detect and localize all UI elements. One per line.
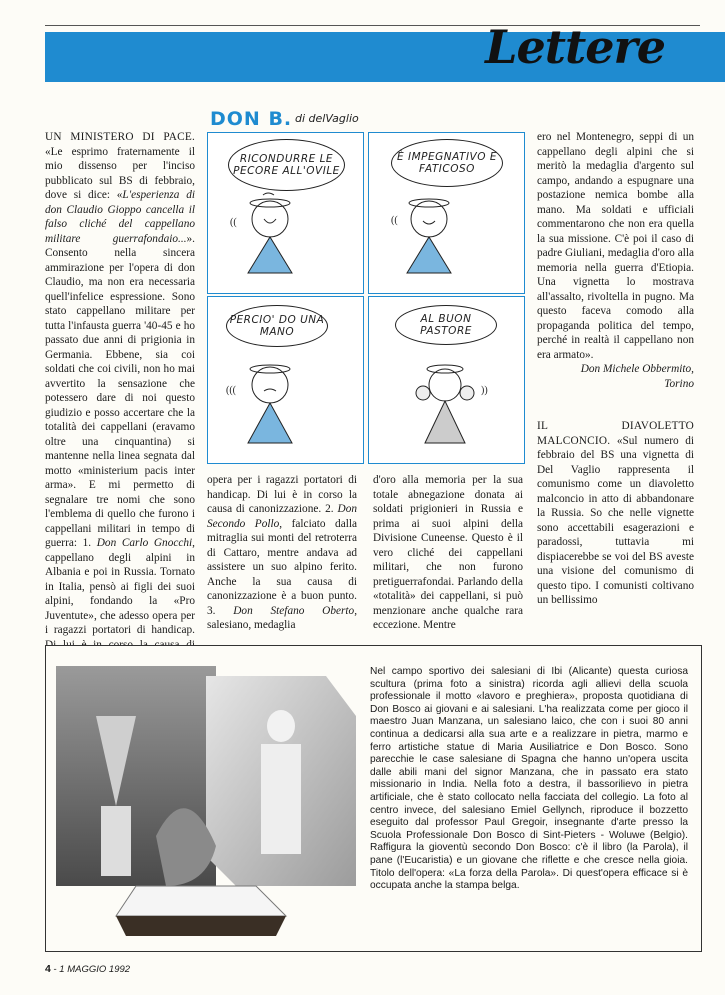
article-body: ero nel Montenegro, seppi di un cappellano degli alpini che si meritò la medaglia d'argento sul campo, andando a espugnare una postazione nemica bombe alla mano. Ma soldati e ufficiali commentarono che non era quella la sua missione. C'è poi il caso di padre Giuliani, medaglia d'oro alla memoria nella guerra d'Etiopia. Una vignetta lo mostrava all'assalto, rivoltella in pugno. Ma questo faceva comodo alla propaganda politica del tempo, perché in realtà il cappellano non era armato». bbox=[537, 131, 694, 361]
priest-with-sheep-icon bbox=[369, 297, 524, 463]
priest-figure-icon bbox=[208, 133, 363, 293]
photo-caption-text: Nel campo sportivo dei salesiani di Ibi (Alicante) questa curiosa scultura (prima foto a sinistra) ricorda agli allievi della scuola professionale il motto «lavoro e preghiera», proposta quotidiana di Don Bosco ai giovani e ai salesiani. L'ha realizzata come per gioco il maestro Juan Manzana, un salesiano laico, che con i suoi 80 anni continua a dedicarsi alla sua arte e a realizzare in pietra, marmo e ferro artistiche statue di Maria Ausiliatrice e Don Bosco. Sono parecchie le case salesiane di Spagna che hanno un'opera uscita dalle abili mani del signor Manzana, che in passato era stato missionario in India. Nella foto a destra, il bassorilievo in pietra artificiale, che è stato collocato nella facciata del collegio. La foto al centro invece, del salesiano Emiel Gellynch, riproduce il bozzetto eseguito dal professor Paul Gregoir, insegnante d'arte presso la Scuola Professionale Don Bosco di Sint-Pieters - Woluwe (Belgio). Raffigura la gioventù secondo Don Bosco: c'è il libro (la Parola), il pane (l'Eucaristia) e un giovane che riflette e che cresce nella gioia. Titolo dell'opera: «La forza della Parola». Di quest'opera efficace si è occupata anche la stampa belga. bbox=[370, 666, 688, 892]
article-column-4 bbox=[537, 130, 694, 635]
comic-title: DON B. bbox=[210, 108, 293, 130]
comic-panel-1 bbox=[207, 132, 364, 294]
article-column-2 bbox=[207, 473, 357, 635]
article2-text: «Sul numero di febbraio del BS una vignetta di Del Vaglio rappresenta il comunismo come un diavoletto malconcio in atto di abbandonare la Russia. So che nelle vignette sono accettabili esagerazioni e paradossi, tuttavia mi dispiacerebbe se voi del BS aveste una visione del comunismo di questo tipo. I comunisti coltivano un bellissimo bbox=[537, 434, 695, 606]
svg-text:((: (( bbox=[230, 217, 237, 228]
page-footer bbox=[45, 963, 130, 975]
speech-bubble: PERCIO' DO UNA MANO bbox=[226, 305, 328, 347]
article-heading: UN MINISTERO DI PACE. bbox=[45, 131, 195, 143]
speech-bubble: RICONDURRE LE PECORE ALL'OVILE bbox=[228, 139, 345, 191]
article-body bbox=[45, 130, 195, 667]
svg-text:(((: ((( bbox=[226, 385, 236, 396]
signature-name: Don Michele Obbermito, bbox=[580, 363, 694, 375]
issue-date: 1 MAGGIO 1992 bbox=[59, 964, 131, 975]
comic-strip bbox=[207, 108, 525, 465]
comic-author: di delVaglio bbox=[295, 112, 359, 125]
footer-separator: - bbox=[50, 964, 60, 975]
article-quote: L'esperienza di don Claudio Gioppo cancella il falso cliché del cappellano militare guerrafondaio... bbox=[45, 189, 195, 245]
article-body: d'oro alla memoria per la sua totale abnegazione donata ai soldati prigionieri in Russia e prima ai suoi alpini della Divisione Cuneense. Questo è il vero cliché dei cappellani militari, che non furono pretiguerrafondai. Parlando della «totalità» dei cappellani, si può menzionare anche qualche rara eccezione. Mentre bbox=[373, 474, 523, 631]
article-text: ». Consento nella sincera ammirazione per l'opera di don Claudio, ma non era necessaria quell'infelice espressione. Sono stato cappellano militare per tutta l'infausta guerra '40-45 e ho passato due anni di prigionia in Germania. Ebbene, sia coi soldati che coi civili, non ho mai avvertito la sensazione che potessero dare di noi questo giudizio e posso accertare che la totalità dei cappellani (eravamo oltre una cinquantina) si mantenne nella linea segnata dal motto «ministerium pacis inter arma». E mi permetto di segnalare tre nomi che sono l'emblema di quello che furono i cappellani militari in tempo di guerra: 1. bbox=[45, 232, 195, 549]
article-column-3 bbox=[373, 473, 523, 635]
photo-caption bbox=[370, 666, 688, 893]
svg-text:((: (( bbox=[391, 215, 398, 226]
article2-body bbox=[537, 419, 694, 608]
signature-city: Torino bbox=[664, 377, 694, 390]
article-text: «Le esprimo fraternamente il mio dissenso per l'inciso pubblicato sul BS di febbraio, dove si dice: « bbox=[45, 145, 195, 201]
speech-bubble: È IMPEGNATIVO E FATICOSO bbox=[391, 139, 503, 187]
priest-figure-icon bbox=[208, 297, 363, 463]
chaplain-name: Don Carlo Gnocchi bbox=[96, 537, 193, 549]
section-title: Lettere bbox=[485, 20, 665, 74]
priest-figure-icon bbox=[369, 133, 524, 293]
article-body: opera per i ragazzi portatori di handicap. Di lui è in corso la causa di canonizzazione. 2. Don Secondo Pollo, falciato dalla mitraglia sui monti del retroterra di Cattaro, mentre andava ad assistere un suo alpino ferito. Anche la sua causa di canonizzazione è a buon punto. 3. Don Stefano Oberto, salesiano, medaglia bbox=[207, 474, 358, 631]
chaplain-name: Don Stefano Oberto bbox=[233, 604, 355, 617]
chaplain-name: Don Secondo Pollo bbox=[207, 503, 357, 530]
comic-panel-4 bbox=[368, 296, 525, 464]
comic-panel-3 bbox=[207, 296, 364, 464]
article-column-1 bbox=[45, 130, 195, 635]
comic-panel-2 bbox=[368, 132, 525, 294]
section-banner bbox=[45, 20, 725, 82]
article2-heading: IL DIAVOLETTO MALCONCIO. bbox=[537, 420, 694, 447]
page-number: 4 bbox=[45, 963, 51, 975]
article-text: , cappellano degli alpini in Albania e poi in Russia. Tornato in Italia, pensò ai figli dei suoi alpini, fondando la «Pro Juventute», che adesso opera per i ragazzi portatori di handicap. bbox=[45, 537, 195, 636]
svg-text:)): )) bbox=[481, 385, 488, 396]
speech-bubble: AL BUON PASTORE bbox=[395, 305, 497, 345]
sculpture-photo bbox=[56, 656, 376, 946]
